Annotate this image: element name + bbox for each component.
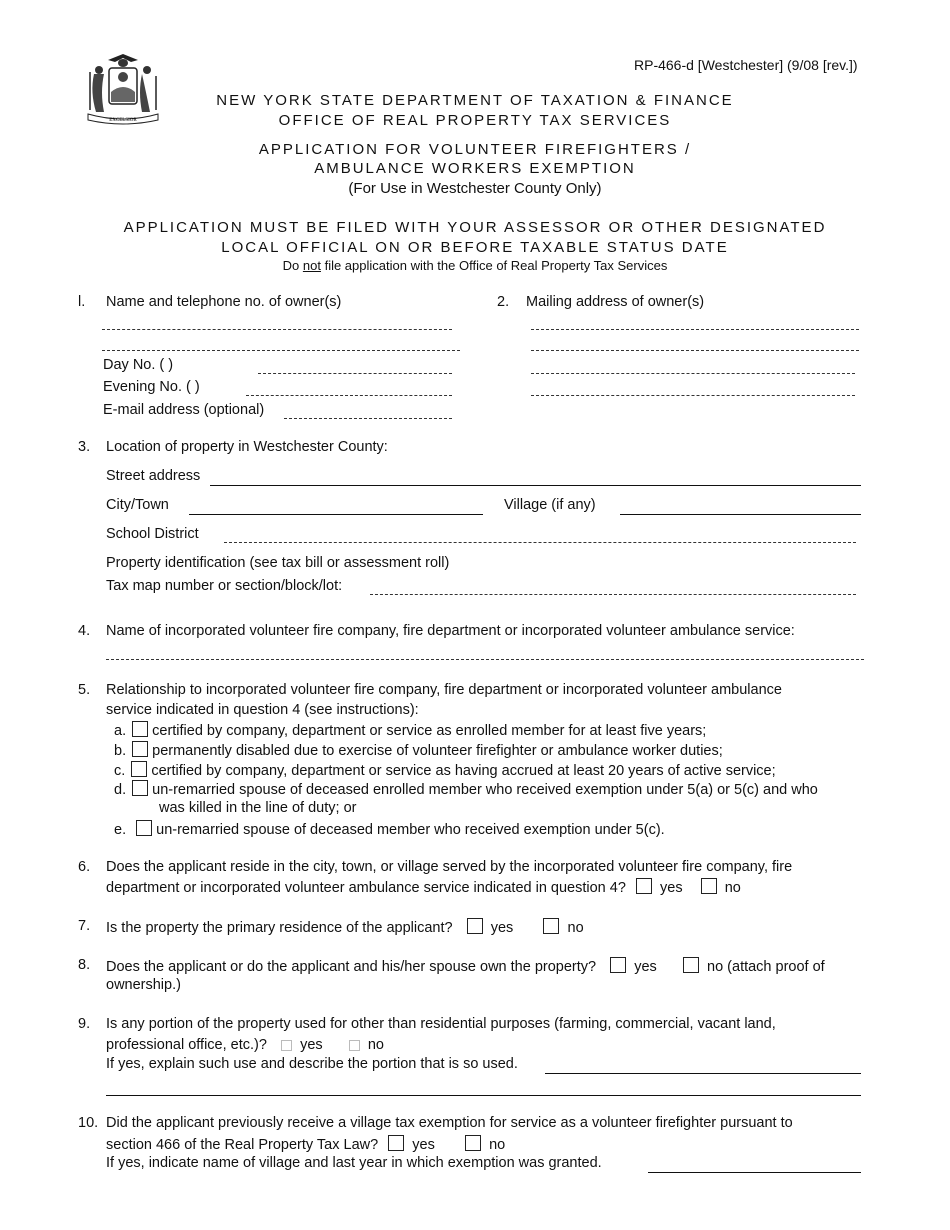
- q5a-checkbox[interactable]: [132, 721, 148, 737]
- q5-line-2: service indicated in question 4 (see instructions):: [106, 702, 419, 718]
- email-label: E-mail address (optional): [103, 402, 265, 418]
- street-label: Street address: [106, 468, 201, 484]
- q9-line-2: professional office, etc.)? yes no: [106, 1037, 384, 1053]
- street-address-field[interactable]: [210, 485, 861, 486]
- q5-option-d-cont: was killed in the line of duty; or: [159, 800, 357, 816]
- q2-number: 2.: [497, 294, 510, 310]
- q6-number: 6.: [78, 859, 91, 875]
- q5c-checkbox[interactable]: [131, 761, 147, 777]
- email-field[interactable]: [284, 418, 452, 419]
- filing-notice-1: APPLICATION MUST BE FILED WITH YOUR ASSESSOR OR OTHER DESIGNATED: [123, 219, 827, 236]
- q9-yes-checkbox[interactable]: [281, 1040, 292, 1051]
- q5d-checkbox[interactable]: [132, 780, 148, 796]
- q5-number: 5.: [78, 682, 91, 698]
- q4-label: Name of incorporated volunteer fire company, fire department or incorporated volunteer ambulance service:: [106, 623, 795, 639]
- taxmap-label: Tax map number or section/block/lot:: [106, 578, 343, 594]
- filing-notice-3: Do not file application with the Office of Real Property Tax Services: [282, 258, 668, 273]
- evening-phone-field[interactable]: [246, 395, 452, 396]
- school-district-field[interactable]: [224, 542, 856, 543]
- form-title-3: (For Use in Westchester County Only): [348, 180, 602, 197]
- mailing-line-2[interactable]: [531, 350, 859, 351]
- form-title-1: APPLICATION FOR VOLUNTEER FIREFIGHTERS /: [258, 141, 692, 158]
- form-id: RP-466-d [Westchester] (9/08 [rev.]): [634, 57, 858, 73]
- day-phone-field[interactable]: [258, 373, 452, 374]
- q6-yes-checkbox[interactable]: [636, 878, 652, 894]
- q6-no-checkbox[interactable]: [701, 878, 717, 894]
- q3-label: Location of property in Westchester County:: [106, 439, 388, 455]
- school-label: School District: [106, 526, 199, 542]
- q5-option-b: b. permanently disabled due to exercise of volunteer firefighter or ambulance worker duties;: [114, 743, 723, 759]
- q5e-checkbox[interactable]: [136, 820, 152, 836]
- q7-no-checkbox[interactable]: [543, 918, 559, 934]
- mailing-line-4[interactable]: [531, 395, 855, 396]
- q10-yes-checkbox[interactable]: [388, 1135, 404, 1151]
- q7-number: 7.: [78, 918, 91, 934]
- form-title-2: AMBULANCE WORKERS EXEMPTION: [314, 160, 636, 177]
- q10-line-2: section 466 of the Real Property Tax Law? yes no: [106, 1137, 506, 1153]
- q2-label: Mailing address of owner(s): [526, 294, 705, 310]
- q1-label: Name and telephone no. of owner(s): [106, 294, 342, 310]
- seal-motto: EXCELSIOR: [109, 118, 137, 123]
- q8-yes-checkbox[interactable]: [610, 957, 626, 973]
- q10-line-3: If yes, indicate name of village and last year in which exemption was granted.: [106, 1155, 602, 1171]
- evening-phone-label: Evening No. ( ): [103, 379, 200, 395]
- q5b-checkbox[interactable]: [132, 741, 148, 757]
- q9-explain-field-2[interactable]: [106, 1095, 861, 1096]
- q5-option-a: a. certified by company, department or service as enrolled member for at least five years;: [114, 723, 707, 739]
- village-label: Village (if any): [504, 497, 596, 513]
- propid-label: Property identification (see tax bill or assessment roll): [106, 555, 450, 571]
- village-field[interactable]: [620, 514, 861, 515]
- taxmap-field[interactable]: [370, 594, 856, 595]
- q9-line-3: If yes, explain such use and describe the portion that is so used.: [106, 1056, 518, 1072]
- q3-number: 3.: [78, 439, 91, 455]
- q10-village-field[interactable]: [648, 1172, 861, 1173]
- q10-number: 10.: [78, 1115, 99, 1131]
- q5-option-e: e. un-remarried spouse of deceased member who received exemption under 5(c).: [114, 822, 665, 838]
- mailing-line-3[interactable]: [531, 373, 855, 374]
- owner-name-line-1[interactable]: [102, 329, 452, 330]
- q5-option-c: c. certified by company, department or service as having accrued at least 20 years of active service;: [114, 763, 776, 779]
- q9-line-1: Is any portion of the property used for other than residential purposes (farming, commercial, vacant land,: [106, 1016, 776, 1032]
- q6-line-2: department or incorporated volunteer ambulance service indicated in question 4? yes no: [106, 880, 741, 896]
- fire-company-field[interactable]: [106, 659, 864, 660]
- q8-no-checkbox[interactable]: [683, 957, 699, 973]
- q5-line-1: Relationship to incorporated volunteer fire company, fire department or incorporated volunteer ambulance: [106, 682, 782, 698]
- q9-explain-field-1[interactable]: [545, 1073, 861, 1074]
- q9-number: 9.: [78, 1016, 91, 1032]
- q7-yes-checkbox[interactable]: [467, 918, 483, 934]
- q10-line-1: Did the applicant previously receive a village tax exemption for service as a volunteer firefighter pursuant to: [106, 1115, 793, 1131]
- mailing-line-1[interactable]: [531, 329, 859, 330]
- q7-question: Is the property the primary residence of the applicant? yes no: [106, 920, 584, 936]
- city-label: City/Town: [106, 497, 169, 513]
- q6-line-1: Does the applicant reside in the city, town, or village served by the incorporated volunteer fire company, fire: [106, 859, 793, 875]
- q8-number: 8.: [78, 957, 91, 973]
- q10-no-checkbox[interactable]: [465, 1135, 481, 1151]
- q8-line-2: ownership.): [106, 977, 181, 993]
- q8-line-1: Does the applicant or do the applicant and his/her spouse own the property? yes no (attach proof of: [106, 959, 825, 975]
- q9-no-checkbox[interactable]: [349, 1040, 360, 1051]
- dept-line-2: OFFICE OF REAL PROPERTY TAX SERVICES: [278, 112, 672, 129]
- city-town-field[interactable]: [189, 514, 483, 515]
- q5-option-d: d. un-remarried spouse of deceased enrolled member who received exemption under 5(a) or 5(c) and who: [114, 782, 818, 798]
- day-phone-label: Day No. ( ): [103, 357, 174, 373]
- q1-number: l.: [78, 294, 86, 310]
- dept-line-1: NEW YORK STATE DEPARTMENT OF TAXATION & FINANCE: [216, 92, 734, 109]
- filing-notice-2: LOCAL OFFICIAL ON OR BEFORE TAXABLE STATUS DATE: [221, 239, 729, 256]
- owner-name-line-2[interactable]: [102, 350, 460, 351]
- q4-number: 4.: [78, 623, 91, 639]
